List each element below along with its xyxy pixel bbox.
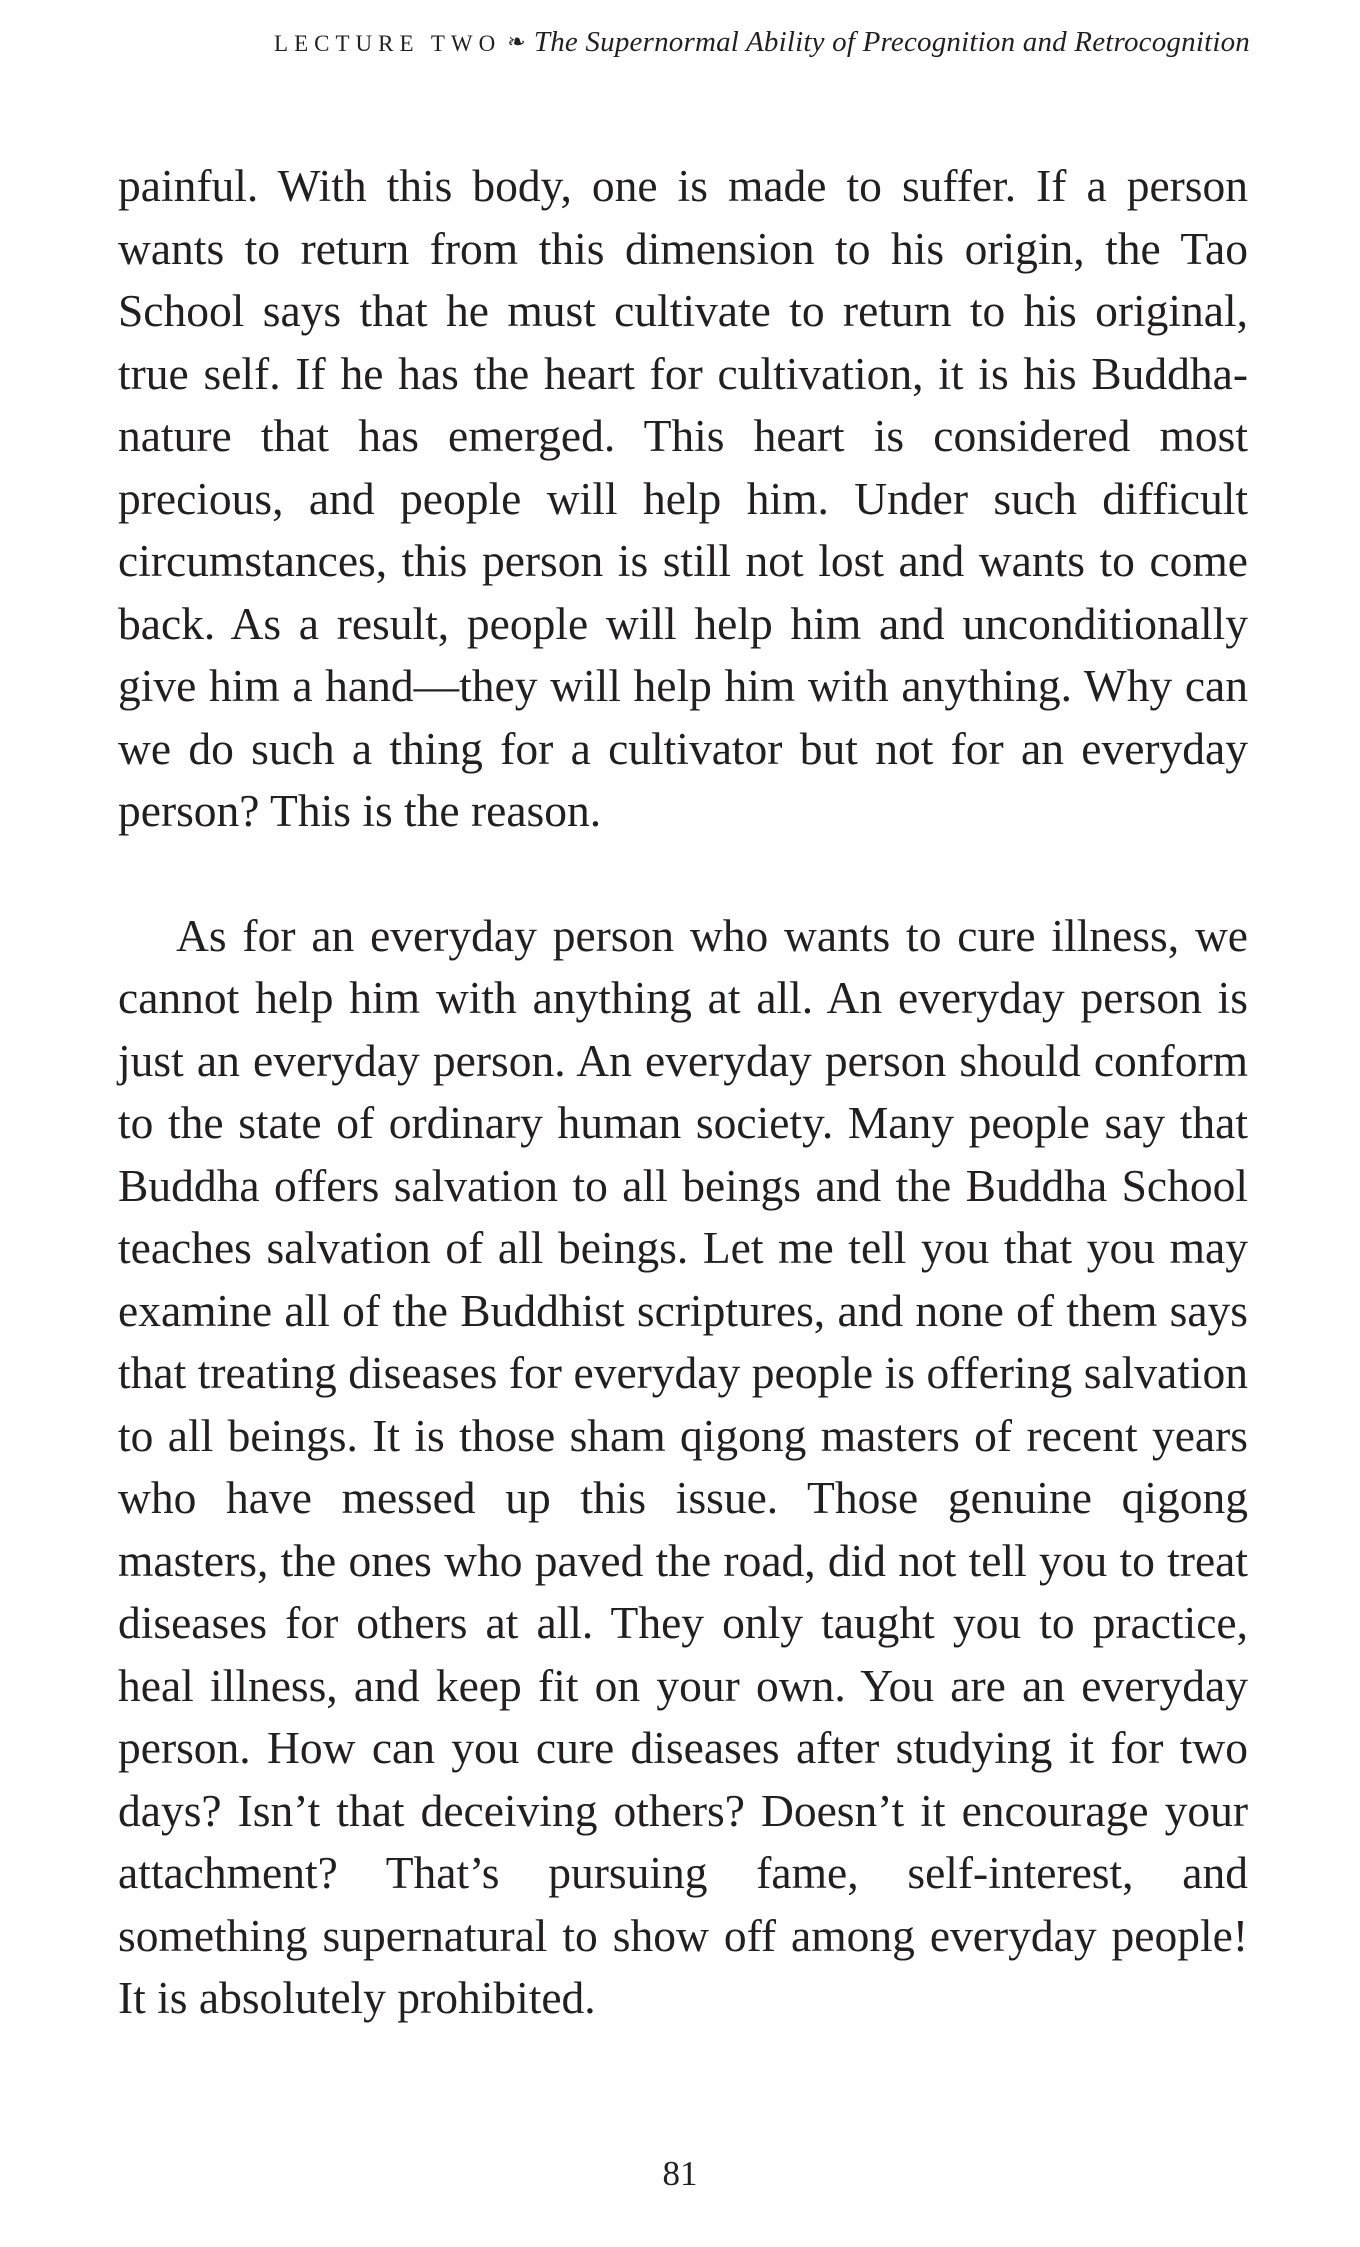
page-number: 81 [662,2154,698,2193]
paragraph-continued: painful. With this body, one is made to suffer. If a person wants to return from this dimension to his origin, the Tao School says that he must cultivate to return to his original, true self. If he has the heart for cultivation, it is his Buddha-nature that has emerged. This heart is considered most precious, and people will help him. Under such difficult circumstances, this person is still not lost and wants to come back. As a result, people will help him and unconditionally give him a hand—they will help him with anything. Why can we do such a thing for a cultivator but not for an everyday person? This is the reason. [118,160,1248,836]
running-head-section: LECTURE TWO [274,31,502,56]
paragraph: As for an everyday person who wants to cure illness, we cannot help him with anything at all. An everyday person is just an everyday person. An everyday person should conform to the state of ordinary human society. Many people say that Buddha offers salvation to all beings and the Buddha School teaches salvation of all beings. Let me tell you that you may examine all of the Buddhist scriptures, and none of them says that treating diseases for everyday people is offering salvation to all beings. It is those sham qigong masters of recent years who have messed up this issue. Those genuine qigong masters, the ones who paved the road, did not tell you to treat diseases for others at all. They only taught you to practice, heal illness, and keep fit on your own. You are an everyday person. How can you cure diseases after studying it for two days? Isn’t that deceiving others? Doesn’t it encourage your attachment? That’s pursuing fame, self-interest, and something supernatural to show off among everyday people! It is absolutely prohibited. [118,909,1248,2023]
fleuron-icon: ❧ [507,29,526,54]
body-text [118,155,1248,2030]
running-head [110,26,1250,59]
running-head-title: The Supernormal Ability of Precognition and Retrocognition [533,26,1250,58]
